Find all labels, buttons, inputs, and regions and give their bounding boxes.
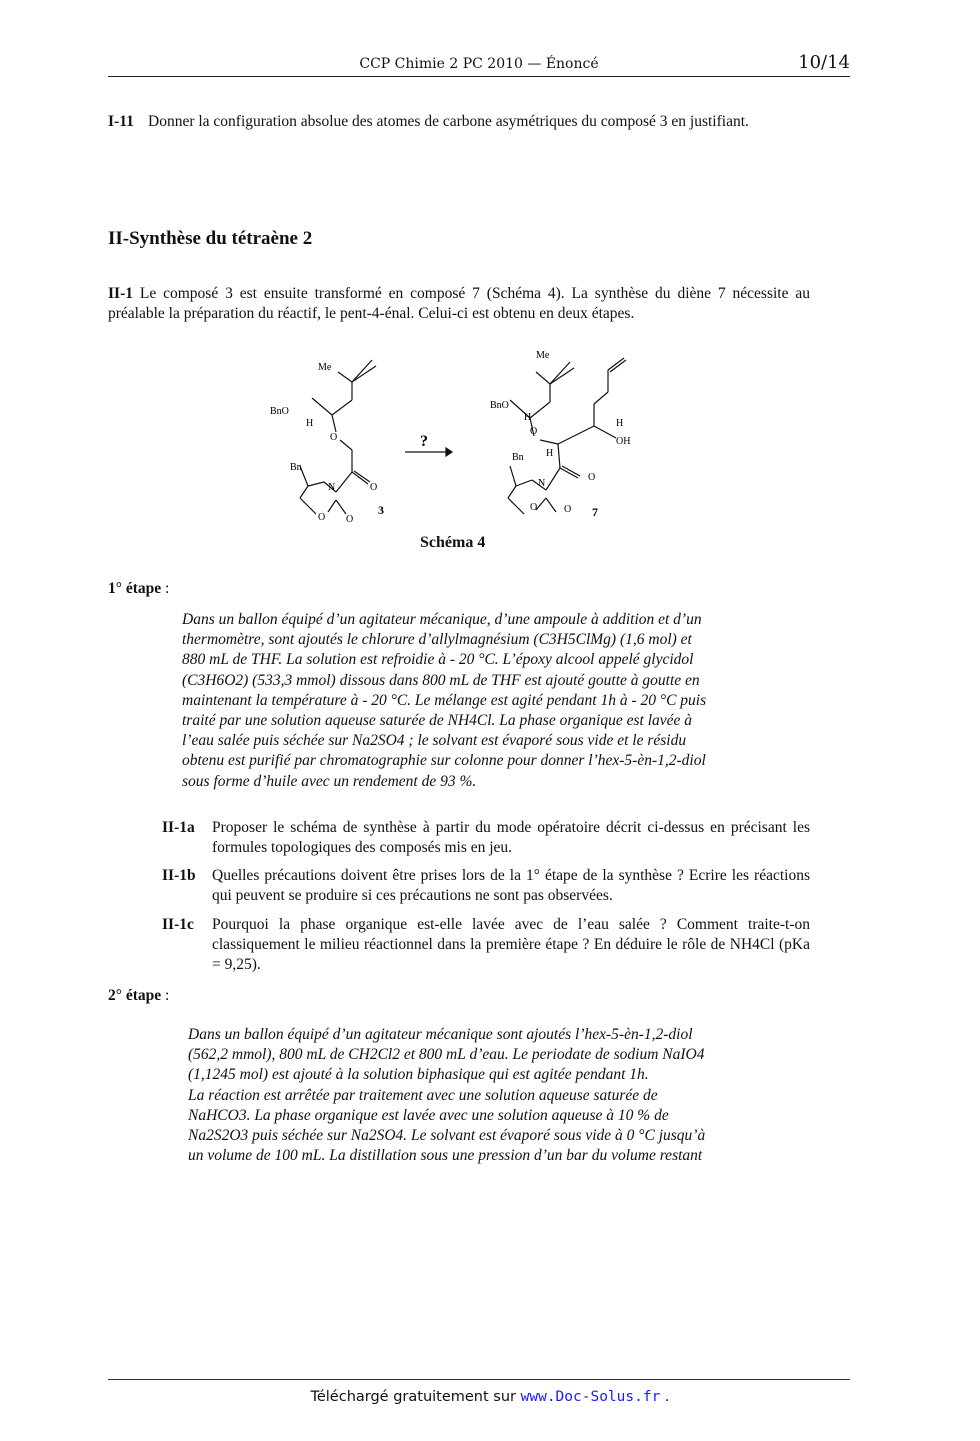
procedure-line: l’eau salée puis séchée sur Na2SO4 ; le solvant est évaporé sous vide et le résidu (182, 732, 687, 750)
label-o: O (330, 432, 338, 443)
question-ii1 (108, 284, 810, 324)
section-title: II-Synthèse du tétraène 2 (108, 228, 313, 249)
step2-colon: : (161, 987, 170, 1004)
page-header (108, 52, 850, 77)
compound-7-number: 7 (592, 505, 598, 519)
procedure-line: 880 mL de THF. La solution est refroidie à - 20 °C. L’époxy alcool appelé glycidol (182, 651, 694, 669)
question-number: II-1b (162, 867, 196, 884)
step1-procedure (182, 610, 778, 792)
label-bn: Bn (290, 462, 302, 473)
question-text: Proposer le schéma de synthèse à partir du mode opératoire décrit ci-dessus en précisant les formules topologiques des composés mis en jeu. (212, 819, 810, 856)
label-h: H (616, 418, 624, 429)
question-i11 (108, 112, 810, 132)
question-text: Quelles précautions doivent être prises lors de la 1° étape de la synthèse ? Ecrire les réactions qui peuvent se produire si ces précautions ne sont pas observées. (212, 867, 810, 904)
compound-3-number: 3 (378, 503, 384, 517)
procedure-line: Na2S2O3 puis séchée sur Na2SO4. Le solvant est évaporé sous vide à 0 °C jusqu’à (188, 1127, 706, 1145)
label-o: O (530, 426, 538, 437)
procedure-line: Dans un ballon équipé d’un agitateur mécanique, d’une ampoule à addition et d’un (182, 611, 702, 628)
procedure-line: (562,2 mmol), 800 mL de CH2Cl2 et 800 mL d’eau. Le periodate de sodium NaIO4 (188, 1046, 705, 1064)
question-ii1b (162, 866, 810, 906)
label-h: H (546, 448, 554, 459)
question-text: Donner la configuration absolue des atomes de carbone asymétriques du composé 3 en justifiant. (148, 113, 749, 130)
procedure-line: sous forme d’huile avec un rendement de 93 %. (182, 772, 477, 790)
question-number: I-11 (108, 113, 134, 130)
question-number: II-1c (162, 916, 194, 933)
label-o: O (370, 482, 378, 493)
page-number: 10/14 (798, 52, 850, 73)
label-bno: BnO (270, 406, 289, 417)
header-title: CCP Chimie 2 PC 2010 — Énoncé (359, 56, 599, 72)
procedure-line: traité par une solution aqueuse saturée de NH4Cl. La phase organique est lavée à (182, 712, 693, 730)
label-bno: BnO (490, 400, 509, 411)
question-number: II-1a (162, 819, 195, 836)
procedure-line: NaHCO3. La phase organique est lavée avec une solution aqueuse à 10 % de (188, 1106, 669, 1124)
procedure-line: (1,1245 mol) est ajouté à la solution biphasique qui est agitée pendant 1h. (188, 1066, 649, 1084)
step2-label (108, 987, 169, 1005)
scheme-caption: Schéma 4 (420, 534, 486, 551)
label-h: H (306, 418, 314, 429)
question-ii1a (162, 818, 810, 858)
label-n: N (538, 478, 546, 489)
label-oh: OH (616, 436, 631, 447)
question-ii1c (162, 915, 810, 975)
label-o: O (588, 472, 596, 483)
footer-end: . (660, 1389, 670, 1405)
procedure-line: Dans un ballon équipé d’un agitateur mécanique sont ajoutés l’hex-5-èn-1,2-diol (188, 1026, 693, 1043)
question-number: II-1 (108, 285, 133, 302)
arrow-label: ? (420, 433, 428, 450)
procedure-line: obtenu est purifié par chromatographie sur colonne pour donner l’hex-5-èn-1,2-diol (182, 752, 706, 770)
scheme-4-figure (260, 340, 660, 530)
procedure-line: maintenant la température à - 20 °C. Le mélange est agité pendant 1h à - 20 °C puis (182, 691, 707, 709)
question-text: Pourquoi la phase organique est-elle lavée avec de l’eau salée ? Comment traite-t-on classiquement le milieu réactionnel dans la première étape ? En déduire le rôle de NH4Cl (pKa = 9,25). (212, 916, 810, 973)
label-o: O (318, 512, 326, 523)
label-o: O (530, 502, 538, 513)
procedure-line: (C3H6O2) (533,3 mmol) dissous dans 800 mL de THF est ajouté goutte à goutte en (182, 671, 700, 689)
label-h: H (524, 412, 532, 423)
label-o: O (346, 514, 354, 525)
footer-text: Téléchargé gratuitement sur (310, 1389, 521, 1405)
label-me: Me (536, 350, 550, 361)
footer-link[interactable]: www.Doc-Solus.fr (520, 1389, 661, 1405)
footer-divider (108, 1379, 850, 1380)
step2-title: 2° étape (108, 987, 162, 1004)
page-footer (0, 1389, 980, 1405)
step1-colon: : (161, 580, 170, 597)
procedure-line: thermomètre, sont ajoutés le chlorure d’allylmagnésium (C3H5ClMg) (1,6 mol) et (182, 631, 692, 649)
question-text: Le composé 3 est ensuite transformé en composé 7 (Schéma 4). La synthèse du diène 7 nécessite au préalable la préparation du réactif, le pent-4-énal. Celui-ci est obtenu en deux étapes. (108, 285, 810, 322)
label-o: O (564, 504, 572, 515)
label-n: N (328, 482, 336, 493)
step1-label (108, 580, 169, 598)
label-bn: Bn (512, 452, 524, 463)
label-me: Me (318, 362, 332, 373)
procedure-line: un volume de 100 mL. La distillation sous une pression d’un bar du volume restant (188, 1147, 703, 1165)
procedure-line: La réaction est arrêtée par traitement avec une solution aqueuse saturée de (188, 1086, 658, 1104)
step2-procedure (188, 1025, 778, 1166)
step1-title: 1° étape (108, 580, 162, 597)
